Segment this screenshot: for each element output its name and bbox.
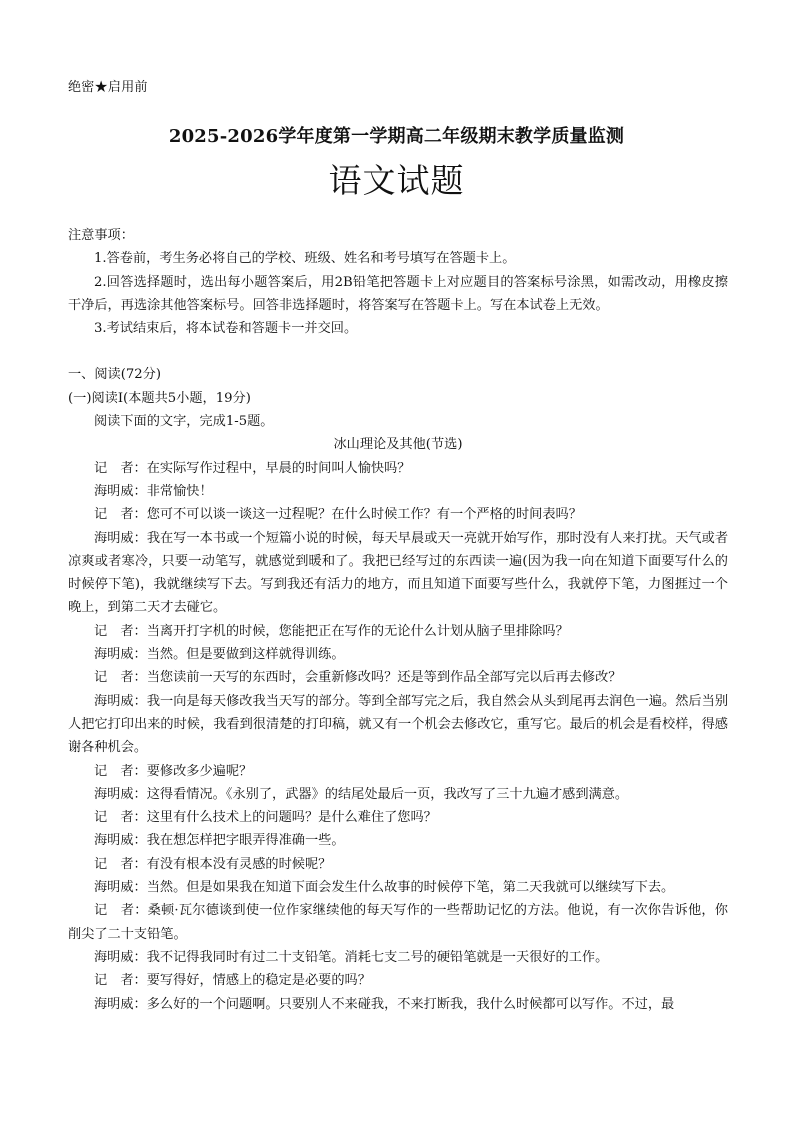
speaker-label: 记 者： <box>94 856 147 872</box>
dialogue-text: 当然。但是如果我在知道下面会发生什么故事的时候停下笔，第二天我就可以继续写下去。 <box>146 880 675 896</box>
dialogue-text: 在实际写作过程中，早晨的时间叫人愉快吗？ <box>146 460 411 476</box>
dialogue-line <box>68 946 728 969</box>
dialogue-text: 我一向是每天修改我当天写的部分。等到全部写完之后，我自然会从头到尾再去润色一遍。然后当别人把它打印出来的时候，我看到很清楚的打印稿，就又有一个机会去修改它，重写它。最后的机会是看校样，得感谢各种机会。 <box>68 693 729 756</box>
speaker-label: 海明威： <box>94 949 147 965</box>
dialogue-line <box>68 527 728 620</box>
speaker-label: 记 者： <box>94 973 147 989</box>
dialogue-line <box>68 876 728 899</box>
dialogue-text: 有没有根本没有灵感的时候呢？ <box>146 856 332 872</box>
dialogue-text: 我不记得我同时有过二十支铅笔。消耗七支二号的硬铅笔就是一天很好的工作。 <box>146 949 609 965</box>
dialogue-line <box>68 993 728 1016</box>
speaker-label: 海明威： <box>94 786 147 802</box>
dialogue-line <box>68 783 728 806</box>
dialogue-line <box>68 480 728 503</box>
dialogue-line <box>68 503 728 526</box>
dialogue-line <box>68 853 728 876</box>
dialogue-line <box>68 806 728 829</box>
dialogue-text: 要写得好，情感上的稳定是必要的吗？ <box>146 973 371 989</box>
dialogue-line <box>68 690 728 760</box>
speaker-label: 海明威： <box>94 530 147 546</box>
notice-item: 3.考试结束后，将本试卷和答题卡一并交回。 <box>94 321 358 337</box>
speaker-label: 记 者： <box>94 903 148 919</box>
speaker-label: 海明威： <box>94 693 147 709</box>
dialogue-text: 当您读前一天写的东西时，会重新修改吗？还是等到作品全部写完以后再去修改？ <box>146 670 622 686</box>
speaker-label: 海明威： <box>94 483 147 499</box>
dialogue-line <box>68 829 728 852</box>
dialogue-line <box>68 969 728 992</box>
speaker-label: 记 者： <box>94 763 147 779</box>
speaker-label: 海明威： <box>94 647 147 663</box>
article-title: 冰山理论及其他(节选) <box>333 437 463 453</box>
speaker-label: 海明威： <box>94 833 147 849</box>
dialogue-line <box>68 457 728 480</box>
dialogue-text: 非常愉快！ <box>146 483 213 499</box>
notice-item: 2.回答选择题时，选出每小题答案后，用2B铅笔把答题卡上对应题目的答案标号涂黑，如需改动，用橡皮擦干净后，再选涂其他答案标号。回答非选择题时，将答案写在答题卡上。写在本试卷上无效。 <box>68 274 728 313</box>
dialogue-text: 当离开打字机的时候，您能把正在写作的无论什么计划从脑子里排除吗？ <box>146 623 569 639</box>
dialogue-line <box>68 620 728 643</box>
speaker-label: 海明威： <box>94 880 147 896</box>
speaker-label: 记 者： <box>94 670 147 686</box>
speaker-label: 海明威： <box>94 996 147 1012</box>
dialogue-text: 这里有什么技术上的问题吗？是什么难住了您吗？ <box>146 810 437 826</box>
subject-title: 语文试题 <box>328 161 465 200</box>
speaker-label: 记 者： <box>94 507 147 523</box>
notice-title: 注意事项： <box>68 228 134 243</box>
speaker-label: 记 者： <box>94 810 147 826</box>
speaker-label: 记 者： <box>94 460 147 476</box>
exam-body <box>68 224 728 1016</box>
dialogue-text: 我在想怎样把字眼弄得准确一些。 <box>146 833 345 849</box>
confidential-label: 绝密★启用前 <box>68 80 148 95</box>
spacer <box>68 340 728 363</box>
reading-instruction: 阅读下面的文字，完成1-5题。 <box>94 414 274 430</box>
dialogue-text: 当然。但是要做到这样就得训练。 <box>146 647 345 663</box>
dialogue-text: 您可不可以谈一谈这一过程呢？在什么时候工作？有一个严格的时间表吗？ <box>146 507 582 523</box>
dialogue-text: 桑顿·瓦尔德谈到使一位作家继续他的每天写作的一些帮助记忆的方法。他说，有一次你告诉他，你削尖了二十支铅笔。 <box>68 903 728 942</box>
dialogue-text: 这得看情况。《永别了，武器》的结尾处最后一页，我改写了三十九遍才感到满意。 <box>146 786 629 802</box>
exam-title: 2025-2026学年度第一学期高二年级期末教学质量监测 <box>168 126 625 147</box>
dialogue-text: 多么好的一个问题啊。只要别人不来碰我，不来打断我，我什么时候都可以写作。不过，最 <box>146 996 675 1012</box>
dialogue-line <box>68 643 728 666</box>
dialogue-line <box>68 899 728 946</box>
dialogue-line <box>68 666 728 689</box>
subsection-title: (一)阅读Ⅰ(本题共5小题，19分) <box>68 390 251 406</box>
section-title: 一、阅读(72分) <box>68 367 162 383</box>
notice-item: 1.答卷前，考生务必将自己的学校、班级、姓名和考号填写在答题卡上。 <box>94 251 516 267</box>
dialogue-line <box>68 760 728 783</box>
dialogue-text: 我在写一本书或一个短篇小说的时候，每天早晨或天一亮就开始写作，那时没有人来打扰。天气或者凉爽或者寒冷，只要一动笔写，就感觉到暖和了。我把已经写过的东西读一遍(因为我一向在知道下面要写什么的时候停下笔)，我就继续写下去。写到我还有活力的地方，而且知道下面要写些什么，我就停下笔，力图捱过一个晚上，到第二天才去碰它。 <box>68 530 729 616</box>
speaker-label: 记 者： <box>94 623 147 639</box>
dialogue-text: 要修改多少遍呢？ <box>146 763 253 779</box>
